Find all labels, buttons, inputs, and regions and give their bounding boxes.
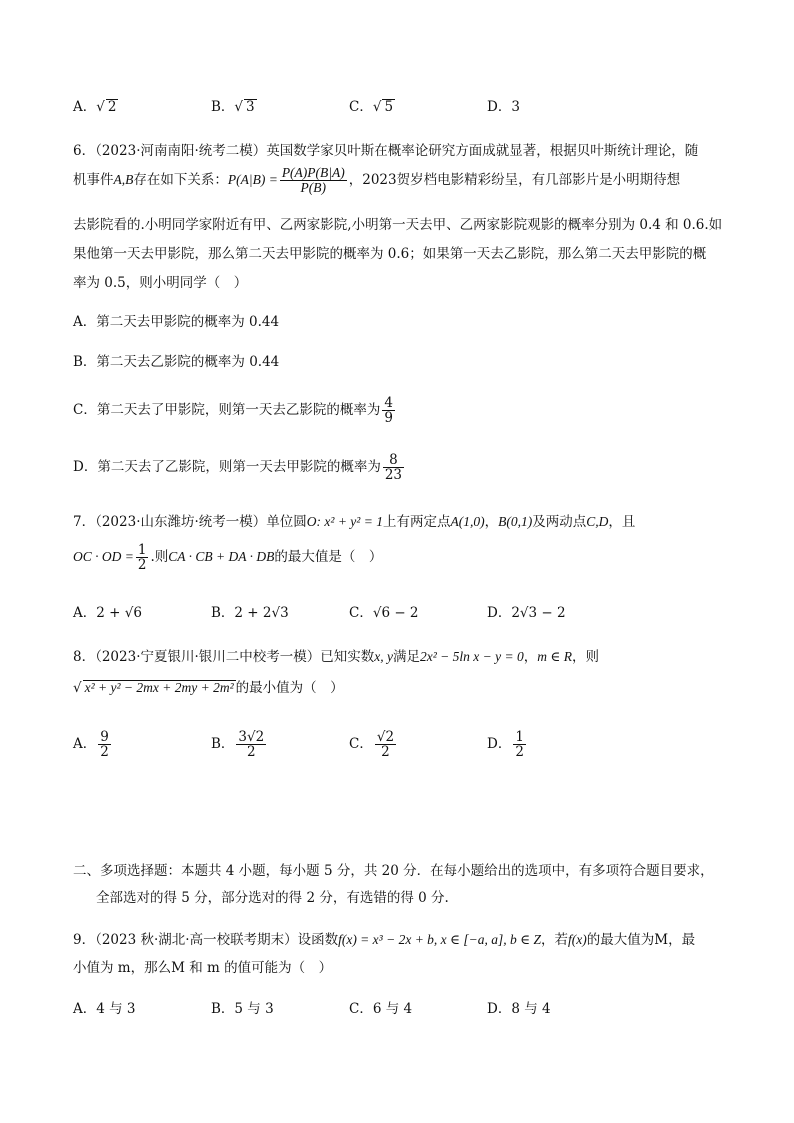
math-vars: C,D (586, 514, 609, 529)
fraction-numerator: √2 (376, 729, 395, 745)
q9-line-1 (73, 930, 695, 950)
point-a: A(1,0) (450, 514, 485, 529)
option-label: A． (73, 99, 97, 115)
dot-product: OC · OD = (73, 549, 134, 564)
q5-option-c: C．√ 5 (349, 99, 394, 115)
radicand: x² + y² − 2mx + 2my + 2m² (84, 680, 234, 695)
text: 7．（2023·山东潍坊·统考一模）单位圆 (73, 514, 307, 530)
fraction (382, 396, 395, 425)
option-value: 2 + 2√3 (234, 605, 289, 621)
q9-option-a: A．4 与 3 (73, 1001, 136, 1017)
q9-option-b: B．5 与 3 (211, 1001, 274, 1017)
q6-option-d (73, 453, 406, 482)
option-label: B． (211, 99, 235, 115)
fraction-denominator: 9 (384, 410, 393, 426)
function: f(x) (568, 932, 587, 947)
fraction (136, 543, 149, 572)
q6-line-3: 去影院看的.小明同学家附近有甲、乙两家影院,小明第一天去甲、乙两家影院观影的概率分别为 0.4 和 0.6.如 (73, 217, 723, 233)
option-value: 3 (246, 99, 255, 115)
q5-option-d (487, 97, 520, 117)
section-2-heading-line-2: 全部选对的得 5 分，部分选对的得 2 分，有选错的得 0 分. (96, 890, 449, 906)
fraction-numerator: 4 (384, 395, 393, 411)
circle-equation: O: x² + y² = 1 (306, 514, 383, 529)
q8-option-b (211, 730, 268, 759)
option-label: B． (211, 736, 235, 752)
fraction (98, 730, 111, 759)
q7-option-d (487, 603, 566, 623)
text: ，2023贺岁档电影精彩纷呈，有几部影片是小明期待想 (348, 172, 681, 188)
option-value: 2 + √6 (96, 605, 142, 621)
q7-option-b (211, 603, 289, 623)
math-vars: x, y (374, 649, 394, 664)
q5-option-b: B．√ 3 (211, 99, 255, 115)
q6-option-c (73, 396, 397, 425)
fraction (383, 453, 404, 482)
fraction-numerator: 8 (383, 453, 404, 468)
fraction-denominator: P(B) (300, 180, 327, 195)
option-label: A． (73, 736, 97, 752)
q6-line-4: 果他第一天去甲影院，那么第二天去甲影院的概率为 0.6；如果第一天去乙影院，那么第二天去甲影院的概 (73, 246, 707, 262)
fraction-denominator: 23 (384, 467, 403, 483)
text: C．第二天去了甲影院，则第一天去乙影院的概率为 (73, 402, 381, 418)
q9-option-c: C．6 与 4 (349, 1001, 413, 1017)
text: 上有两定点 (382, 514, 451, 530)
q9-option-d: D．8 与 4 (487, 1001, 551, 1017)
option-label: B． (211, 605, 235, 621)
q7-line-1: 7．（2023·山东潍坊·统考一模）单位圆O: x² + y² = 1上有两定点A(1,0)，B(0,1)及两动点C,D，且 (73, 514, 636, 530)
fraction (513, 730, 526, 759)
q6-line-5: 率为 0.5，则小明同学（ ） (73, 275, 248, 291)
q8-line-2: √ x² + y² − 2mx + 2my + 2m² 的最小值为（ ） (73, 680, 344, 696)
q8-option-a (73, 730, 113, 759)
text: 的最大值是（ ） (274, 549, 383, 565)
math-vars: A,B (113, 172, 134, 187)
text: 存在如下关系： (133, 172, 228, 188)
fraction (375, 730, 396, 759)
text: 8．（2023·宁夏银川·银川二中校考一模）已知实数 (73, 649, 375, 665)
text: 及两动点 (532, 514, 587, 530)
text: 的最小值为（ ） (235, 680, 344, 696)
q8-option-c (349, 730, 398, 759)
option-value: 3 (511, 99, 520, 115)
option-value: 2 (107, 99, 117, 115)
text: ， (523, 649, 538, 665)
text: 9．（2023 秋·湖北·高一校联考期末）设函数 (73, 932, 339, 948)
text: 机事件 (73, 172, 114, 188)
fraction-numerator: 1 (515, 729, 524, 745)
fraction-numerator: P(A)P(B|A) (281, 165, 345, 180)
vector-expression: CA · CB + DA · DB (168, 549, 275, 564)
fraction-numerator: 3√2 (238, 729, 265, 745)
q5-option-a: A．√ 2 (73, 99, 117, 115)
fraction-denominator: 2 (100, 744, 109, 760)
text: .则 (150, 549, 169, 565)
fraction-denominator: 2 (381, 744, 390, 760)
option-label: A． (73, 605, 97, 621)
option-label: C． (349, 99, 373, 115)
text: ，且 (608, 514, 636, 530)
text: ，则 (572, 649, 599, 665)
fraction (236, 730, 266, 759)
fraction-numerator: 9 (100, 729, 109, 745)
option-label: D． (487, 736, 512, 752)
q7-option-a (73, 603, 142, 623)
q6-line-2 (73, 166, 680, 195)
option-value: 5 (384, 99, 394, 115)
q7-line-2 (73, 543, 382, 572)
point-b: B(0,1) (498, 514, 533, 529)
fraction-numerator: 1 (137, 542, 147, 558)
text: 满足 (393, 649, 421, 665)
section-2-heading: 二、多项选择题：本题共 4 小题，每小题 5 分，共 20 分．在每小题给出的选项中，有多项符合题目要求， (73, 863, 714, 879)
bayes-fraction (280, 166, 347, 195)
q6-option-b: B．第二天去乙影院的概率为 0.44 (73, 354, 280, 370)
option-label: C． (349, 605, 373, 621)
text: 的最大值为M，最 (586, 932, 696, 948)
fraction-denominator: 2 (247, 744, 256, 760)
option-label: C． (349, 736, 373, 752)
text: ，若 (541, 932, 569, 948)
option-value: √6 − 2 (372, 605, 419, 621)
formula-lhs: P(A|B) = (227, 172, 278, 187)
set-membership: m ∈ R (537, 649, 572, 664)
q7-option-c (349, 603, 419, 623)
equation: 2x² − 5ln x − y = 0 (420, 649, 524, 664)
text: D．第二天去了乙影院，则第一天去甲影院的概率为 (73, 459, 381, 475)
function-definition: f(x) = x³ − 2x + b, x ∈ [−a, a], b ∈ Z (338, 932, 542, 947)
q8-option-d (487, 730, 528, 759)
q8-line-1 (73, 647, 599, 667)
option-value: 2√3 − 2 (511, 605, 566, 621)
option-label: D． (487, 99, 512, 115)
q9-line-2: 小值为 m，那么M 和 m 的值可能为（ ） (73, 960, 333, 976)
q6-line-1: 6．（2023·河南南阳·统考二模）英国数学家贝叶斯在概率论研究方面成就显著，根据贝叶斯统计理论，随 (73, 143, 699, 159)
fraction-denominator: 2 (137, 557, 147, 573)
q6-option-a: A．第二天去甲影院的概率为 0.44 (73, 314, 280, 330)
option-label: D． (487, 605, 512, 621)
fraction-denominator: 2 (515, 744, 524, 760)
